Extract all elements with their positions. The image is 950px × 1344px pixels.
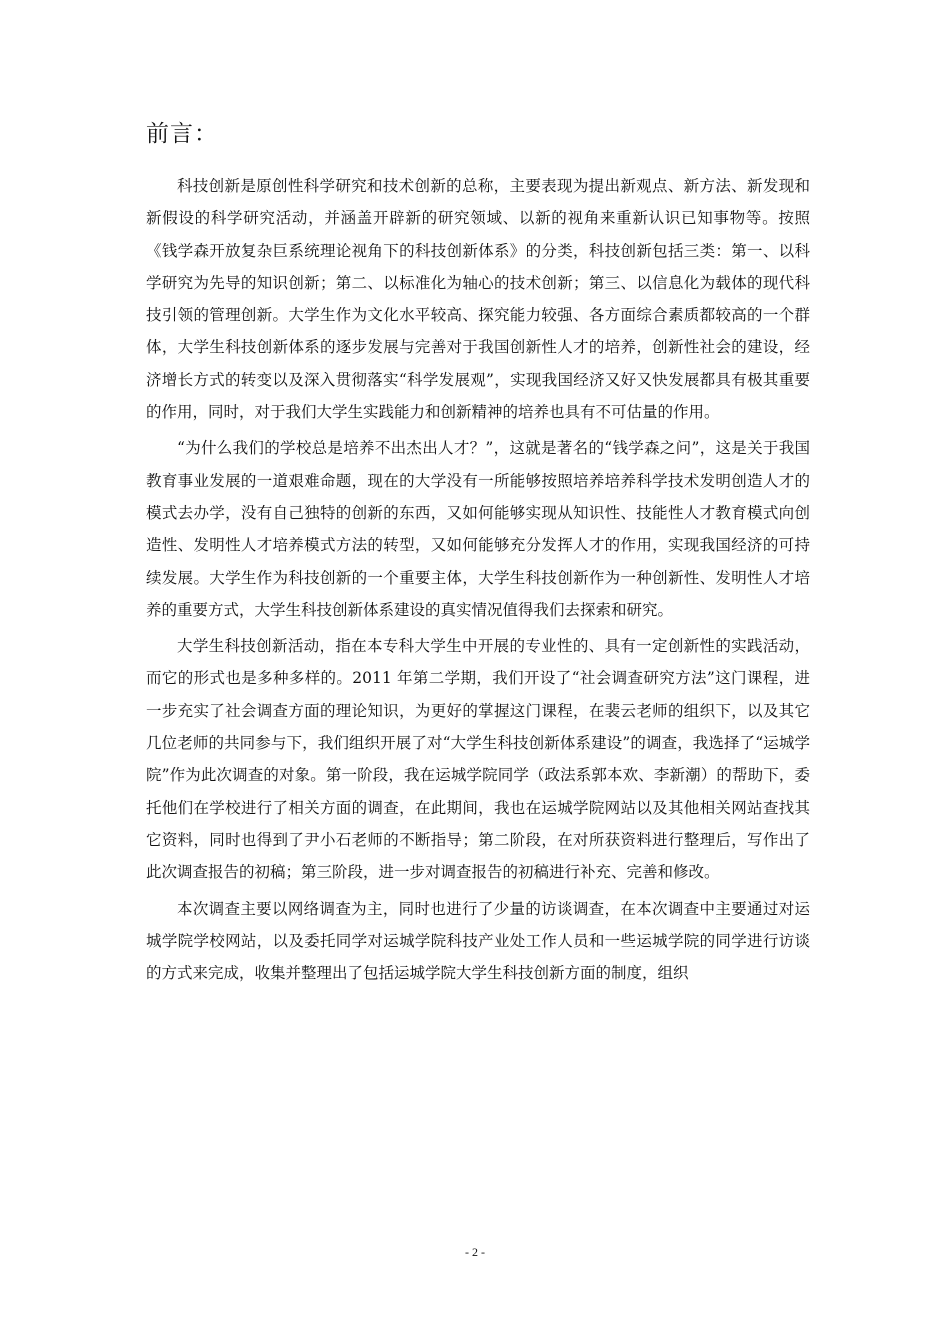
page-heading: 前言： (146, 121, 218, 147)
body-text (146, 170, 810, 993)
paragraph-1: 科技创新是原创性科学研究和技术创新的总称，主要表现为提出新观点、新方法、新发现和新假设的科学研究活动，并涵盖开辟新的研究领域、以新的视角来重新认识已知事物等。按照《钱学森开放复杂巨系统理论视角下的科技创新体系》的分类，科技创新包括三类：第一、以科学研究为先导的知识创新；第二、以标准化为轴心的技术创新；第三、以信息化为载体的现代科技引领的管理创新。大学生作为文化水平较高、探究能力较强、各方面综合素质都较高的一个群体，大学生科技创新体系的逐步发展与完善对于我国创新性人才的培养，创新性社会的建设，经济增长方式的转变以及深入贯彻落实“科学发展观”，实现我国经济又好又快发展都具有极其重要的作用，同时，对于我们大学生实践能力和创新精神的培养也具有不可估量的作用。 (146, 177, 810, 422)
paragraph-2: “为什么我们的学校总是培养不出杰出人才？”，这就是著名的“钱学森之问”，这是关于我国教育事业发展的一道艰难命题，现在的大学没有一所能够按照培养培养科学技术发明创造人才的模式去办学，没有自己独特的创新的东西，又如何能够实现从知识性、技能性人才教育模式向创造性、发明性人才培养模式方法的转型，又如何能够充分发挥人才的作用，实现我国经济的可持续发展。大学生作为科技创新的一个重要主体，大学生科技创新作为一种创新性、发明性人才培养的重要方式，大学生科技创新体系建设的真实情况值得我们去探索和研究。 (146, 439, 810, 619)
paragraph-4: 本次调查主要以网络调查为主，同时也进行了少量的访谈调查，在本次调查中主要通过对运城学院学校网站，以及委托同学对运城学院科技产业处工作人员和一些运城学院的同学进行访谈的方式来完成，收集并整理出了包括运城学院大学生科技创新方面的制度，组织 (146, 899, 810, 983)
paragraph-3: 大学生科技创新活动，指在本专科大学生中开展的专业性的、具有一定创新性的实践活动，而它的形式也是多种多样的。2011 年第二学期，我们开设了“社会调查研究方法”这门课程，进一步充实了社会调查方面的理论知识，为更好的掌握这门课程，在裴云老师的组织下，以及其它几位老师的共同参与下，我们组织开展了对“大学生科技创新体系建设”的调查，我选择了“运城学院”作为此次调查的对象。第一阶段，我在运城学院同学（政法系郭本欢、李新潮）的帮助下，委托他们在学校进行了相关方面的调查，在此期间，我也在运城学院网站以及其他相关网站查找其它资料，同时也得到了尹小石老师的不断指导；第二阶段，在对所获资料进行整理后，写作出了此次调查报告的初稿；第三阶段，进一步对调查报告的初稿进行补充、完善和修改。 (146, 637, 810, 882)
page-number: - 2 - (465, 1245, 485, 1259)
